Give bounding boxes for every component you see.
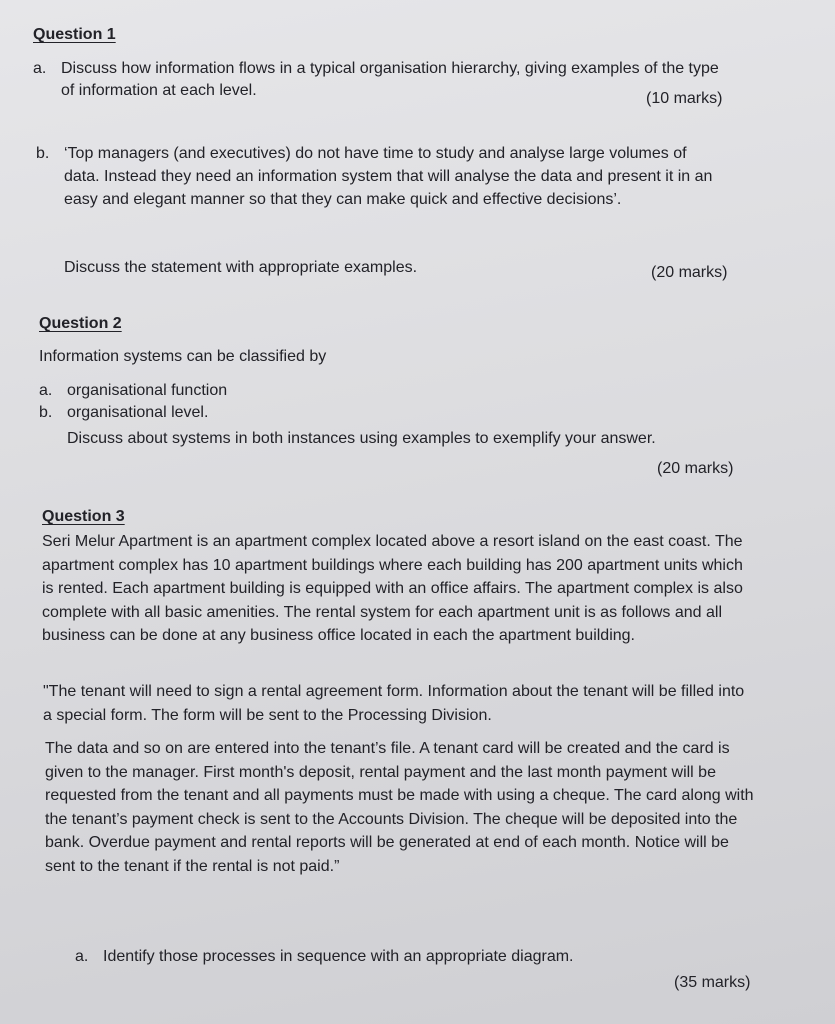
question-1a-marker: a. bbox=[33, 60, 47, 77]
question-1b bbox=[36, 142, 726, 211]
question-2-intro: Information systems can be classified by bbox=[39, 348, 327, 365]
question-1a bbox=[33, 58, 733, 102]
question-2-marks: (20 marks) bbox=[657, 460, 734, 477]
question-1b-marker: b. bbox=[36, 145, 50, 162]
question-2-instruction: Discuss about systems in both instances using examples to exemplify your answer. bbox=[67, 430, 656, 447]
question-3-paragraph-1: Seri Melur Apartment is an apartment complex located above a resort island on the east coast. The apartment complex has 10 apartment buildings where each building has 200 apartment units which is rented. Each apartment building is equipped with an office affairs. The apartment complex is also complete with all basic amenities. The rental system for each apartment unit is as follows and all business can be done at any business office located in each the apartment building. bbox=[42, 533, 743, 644]
question-2-item-b bbox=[39, 402, 439, 424]
question-3a-text: Identify those processes in sequence with an appropriate diagram. bbox=[103, 948, 574, 965]
question-1a-text: Discuss how information flows in a typical organisation hierarchy, giving examples of the type of information at each level. bbox=[61, 60, 719, 99]
question-1-heading: Question 1 bbox=[33, 26, 116, 43]
question-1b-marks: (20 marks) bbox=[651, 264, 728, 281]
question-2-item-b-text: organisational level. bbox=[67, 404, 209, 421]
question-1b-instruction: Discuss the statement with appropriate examples. bbox=[64, 259, 418, 276]
question-2-item-a-marker: a. bbox=[39, 382, 53, 399]
question-2-item-a bbox=[39, 380, 439, 402]
question-3a-marks: (35 marks) bbox=[674, 974, 751, 991]
question-3-paragraph-3: The data and so on are entered into the tenant’s file. A tenant card will be created and the card is given to the manager. First month's deposit, rental payment and the last month payment will be requested from the tenant and all payments must be made with using a cheque. The card along with the tenant’s payment check is sent to the Accounts Division. The cheque will be deposited into the bank. Overdue payment and rental reports will be generated at end of each month. Notice will be sent to the tenant if the rental is not paid.” bbox=[45, 740, 754, 875]
question-2-heading: Question 2 bbox=[39, 315, 122, 332]
question-1b-quote: ‘Top managers (and executives) do not have time to study and analyse large volumes of data. Instead they need an information system that will analyse the data and present it in an easy and elegant manner so that they can make quick and effective decisions’. bbox=[64, 145, 713, 208]
question-1a-marks: (10 marks) bbox=[646, 90, 723, 107]
question-3a bbox=[75, 946, 695, 968]
question-3-heading: Question 3 bbox=[42, 508, 125, 525]
question-3-paragraph-2: "The tenant will need to sign a rental agreement form. Information about the tenant will be filled into a special form. The form will be sent to the Processing Division. bbox=[43, 683, 745, 724]
question-3a-marker: a. bbox=[75, 948, 89, 965]
question-2-item-b-marker: b. bbox=[39, 404, 53, 421]
question-2-item-a-text: organisational function bbox=[67, 382, 228, 399]
